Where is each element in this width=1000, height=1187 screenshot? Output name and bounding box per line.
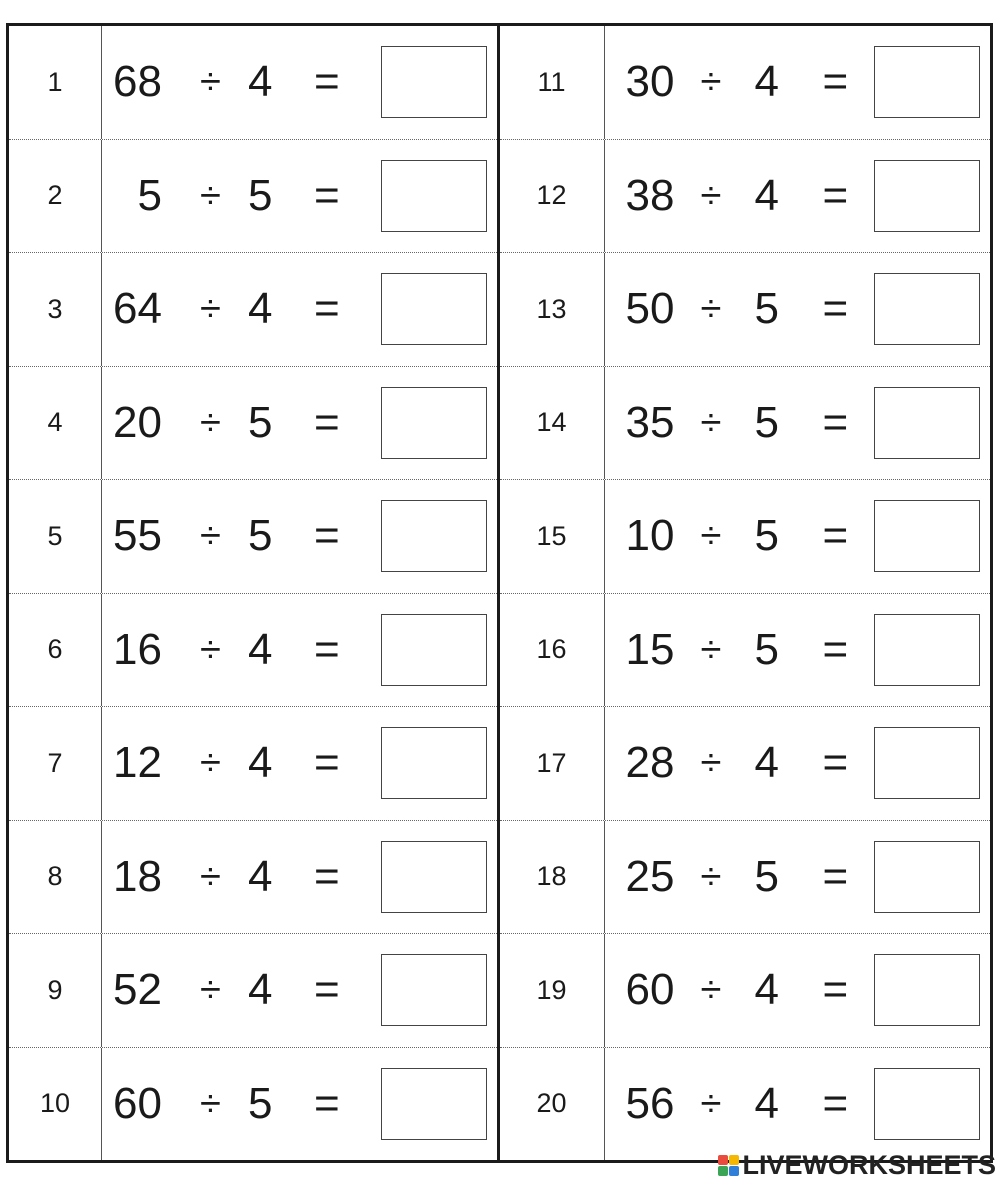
problem-number: 6 [9, 594, 102, 707]
problem-number: 13 [500, 253, 605, 366]
dividend: 18 [113, 851, 162, 901]
equals-sign: = [314, 851, 340, 901]
equals-sign: = [822, 851, 849, 901]
logo-text: LIVEWORKSHEETS [742, 1150, 996, 1180]
right-column [500, 26, 991, 1160]
problem-number: 7 [9, 707, 102, 820]
problem-number: 11 [500, 26, 605, 139]
problem-row [500, 594, 991, 708]
problem-row [9, 480, 497, 594]
problem-equation [102, 367, 497, 480]
dividend: 25 [625, 851, 675, 901]
problem-row [9, 140, 497, 254]
problem-equation [102, 26, 497, 139]
problem-number: 3 [9, 253, 102, 366]
dividend: 35 [625, 397, 675, 447]
problem-equation [102, 934, 497, 1047]
problem-row [500, 367, 991, 481]
dividend: 15 [625, 624, 675, 674]
dividend: 60 [625, 965, 675, 1015]
problem-number: 16 [500, 594, 605, 707]
problem-number: 17 [500, 707, 605, 820]
dividend: 10 [625, 511, 675, 561]
problem-equation [102, 480, 497, 593]
problem-number: 12 [500, 140, 605, 253]
answer-box[interactable] [874, 500, 980, 572]
divide-sign: ÷ [700, 401, 722, 444]
equals-sign: = [822, 965, 849, 1015]
answer-box[interactable] [381, 273, 487, 345]
divisor: 4 [248, 624, 273, 674]
answer-box[interactable] [381, 46, 487, 118]
problem-row [9, 367, 497, 481]
divide-sign: ÷ [200, 174, 221, 217]
problem-number: 9 [9, 934, 102, 1047]
problem-row [9, 253, 497, 367]
divisor: 4 [754, 170, 779, 220]
equals-sign: = [314, 1078, 340, 1128]
dividend: 38 [625, 170, 675, 220]
dividend: 16 [113, 624, 162, 674]
divisor: 5 [754, 851, 779, 901]
divisor: 5 [248, 397, 273, 447]
answer-box[interactable] [381, 954, 487, 1026]
divide-sign: ÷ [200, 401, 221, 444]
equals-sign: = [822, 284, 849, 334]
dividend: 20 [113, 397, 162, 447]
problem-number: 18 [500, 821, 605, 934]
dividend: 28 [625, 738, 675, 788]
problem-row [500, 253, 991, 367]
divide-sign: ÷ [200, 969, 221, 1012]
divisor: 4 [248, 965, 273, 1015]
divisor: 4 [754, 738, 779, 788]
problem-equation [605, 253, 991, 366]
problem-number: 19 [500, 934, 605, 1047]
divide-sign: ÷ [700, 628, 722, 671]
problem-number: 20 [500, 1048, 605, 1161]
logo-square-blue [729, 1166, 739, 1176]
problem-equation [605, 480, 991, 593]
equals-sign: = [822, 624, 849, 674]
liveworksheets-mark-icon [718, 1155, 739, 1176]
problem-row [500, 934, 991, 1048]
problem-row [9, 1048, 497, 1161]
liveworksheets-logo [718, 1150, 996, 1181]
dividend: 50 [625, 284, 675, 334]
divisor: 4 [248, 284, 273, 334]
divisor: 4 [754, 57, 779, 107]
problem-equation [605, 934, 991, 1047]
dividend: 55 [113, 511, 162, 561]
left-column [9, 26, 500, 1160]
divide-sign: ÷ [200, 288, 221, 331]
problem-row [9, 821, 497, 935]
dividend: 5 [137, 170, 162, 220]
divide-sign: ÷ [200, 515, 221, 558]
divisor: 5 [754, 397, 779, 447]
problem-number: 5 [9, 480, 102, 593]
divisor: 4 [248, 738, 273, 788]
divisor: 4 [248, 57, 273, 107]
divide-sign: ÷ [200, 742, 221, 785]
answer-box[interactable] [381, 500, 487, 572]
answer-box[interactable] [381, 841, 487, 913]
dividend: 30 [625, 57, 675, 107]
answer-box[interactable] [874, 841, 980, 913]
equals-sign: = [314, 511, 340, 561]
dividend: 68 [113, 57, 162, 107]
problem-equation [102, 1048, 497, 1161]
problem-row [500, 821, 991, 935]
problem-number: 14 [500, 367, 605, 480]
answer-box[interactable] [381, 727, 487, 799]
divide-sign: ÷ [700, 855, 722, 898]
answer-box[interactable] [381, 1068, 487, 1140]
problem-row [500, 140, 991, 254]
problem-number: 1 [9, 26, 102, 139]
dividend: 60 [113, 1078, 162, 1128]
problem-equation [102, 707, 497, 820]
problem-number: 10 [9, 1048, 102, 1161]
problem-equation [605, 140, 991, 253]
divisor: 4 [754, 965, 779, 1015]
divisor: 5 [754, 624, 779, 674]
logo-square-red [718, 1155, 728, 1165]
answer-box[interactable] [381, 614, 487, 686]
answer-box[interactable] [874, 387, 980, 459]
divisor: 4 [754, 1078, 779, 1128]
divide-sign: ÷ [200, 61, 221, 104]
equals-sign: = [822, 397, 849, 447]
dividend: 64 [113, 284, 162, 334]
problem-row [500, 26, 991, 140]
divide-sign: ÷ [700, 288, 722, 331]
problem-equation [605, 707, 991, 820]
divide-sign: ÷ [700, 742, 722, 785]
problem-equation [605, 1048, 991, 1161]
equals-sign: = [822, 1078, 849, 1128]
problem-equation [605, 26, 991, 139]
divide-sign: ÷ [700, 174, 722, 217]
equals-sign: = [822, 170, 849, 220]
divisor: 5 [248, 1078, 273, 1128]
divisor: 5 [248, 170, 273, 220]
problem-row [500, 1048, 991, 1161]
problem-number: 8 [9, 821, 102, 934]
answer-box[interactable] [874, 46, 980, 118]
divide-sign: ÷ [700, 61, 722, 104]
equals-sign: = [314, 965, 340, 1015]
problem-equation [102, 821, 497, 934]
problem-row [9, 594, 497, 708]
problem-number: 2 [9, 140, 102, 253]
logo-square-green [718, 1166, 728, 1176]
divide-sign: ÷ [700, 515, 722, 558]
problem-equation [102, 594, 497, 707]
equals-sign: = [314, 170, 340, 220]
answer-box[interactable] [874, 954, 980, 1026]
divisor: 5 [754, 511, 779, 561]
answer-box[interactable] [381, 160, 487, 232]
divisor: 5 [248, 511, 273, 561]
problem-number: 15 [500, 480, 605, 593]
divide-sign: ÷ [200, 855, 221, 898]
divide-sign: ÷ [700, 969, 722, 1012]
equals-sign: = [314, 284, 340, 334]
problem-equation [605, 594, 991, 707]
equals-sign: = [822, 511, 849, 561]
problem-row [500, 707, 991, 821]
problem-equation [102, 253, 497, 366]
problem-equation [605, 821, 991, 934]
problem-equation [605, 367, 991, 480]
dividend: 52 [113, 965, 162, 1015]
problem-row [500, 480, 991, 594]
equals-sign: = [314, 624, 340, 674]
dividend: 56 [625, 1078, 675, 1128]
divide-sign: ÷ [200, 628, 221, 671]
problem-row [9, 934, 497, 1048]
divide-sign: ÷ [200, 1082, 221, 1125]
answer-box[interactable] [874, 1068, 980, 1140]
logo-square-yellow [729, 1155, 739, 1165]
dividend: 12 [113, 738, 162, 788]
problem-number: 4 [9, 367, 102, 480]
problem-row [9, 26, 497, 140]
equals-sign: = [822, 57, 849, 107]
equals-sign: = [314, 397, 340, 447]
equals-sign: = [314, 57, 340, 107]
answer-box[interactable] [874, 160, 980, 232]
equals-sign: = [822, 738, 849, 788]
divisor: 5 [754, 284, 779, 334]
equals-sign: = [314, 738, 340, 788]
problem-row [9, 707, 497, 821]
divisor: 4 [248, 851, 273, 901]
answer-box[interactable] [874, 727, 980, 799]
problem-equation [102, 140, 497, 253]
answer-box[interactable] [874, 614, 980, 686]
worksheet-grid [6, 23, 993, 1163]
answer-box[interactable] [874, 273, 980, 345]
answer-box[interactable] [381, 387, 487, 459]
divide-sign: ÷ [700, 1082, 722, 1125]
